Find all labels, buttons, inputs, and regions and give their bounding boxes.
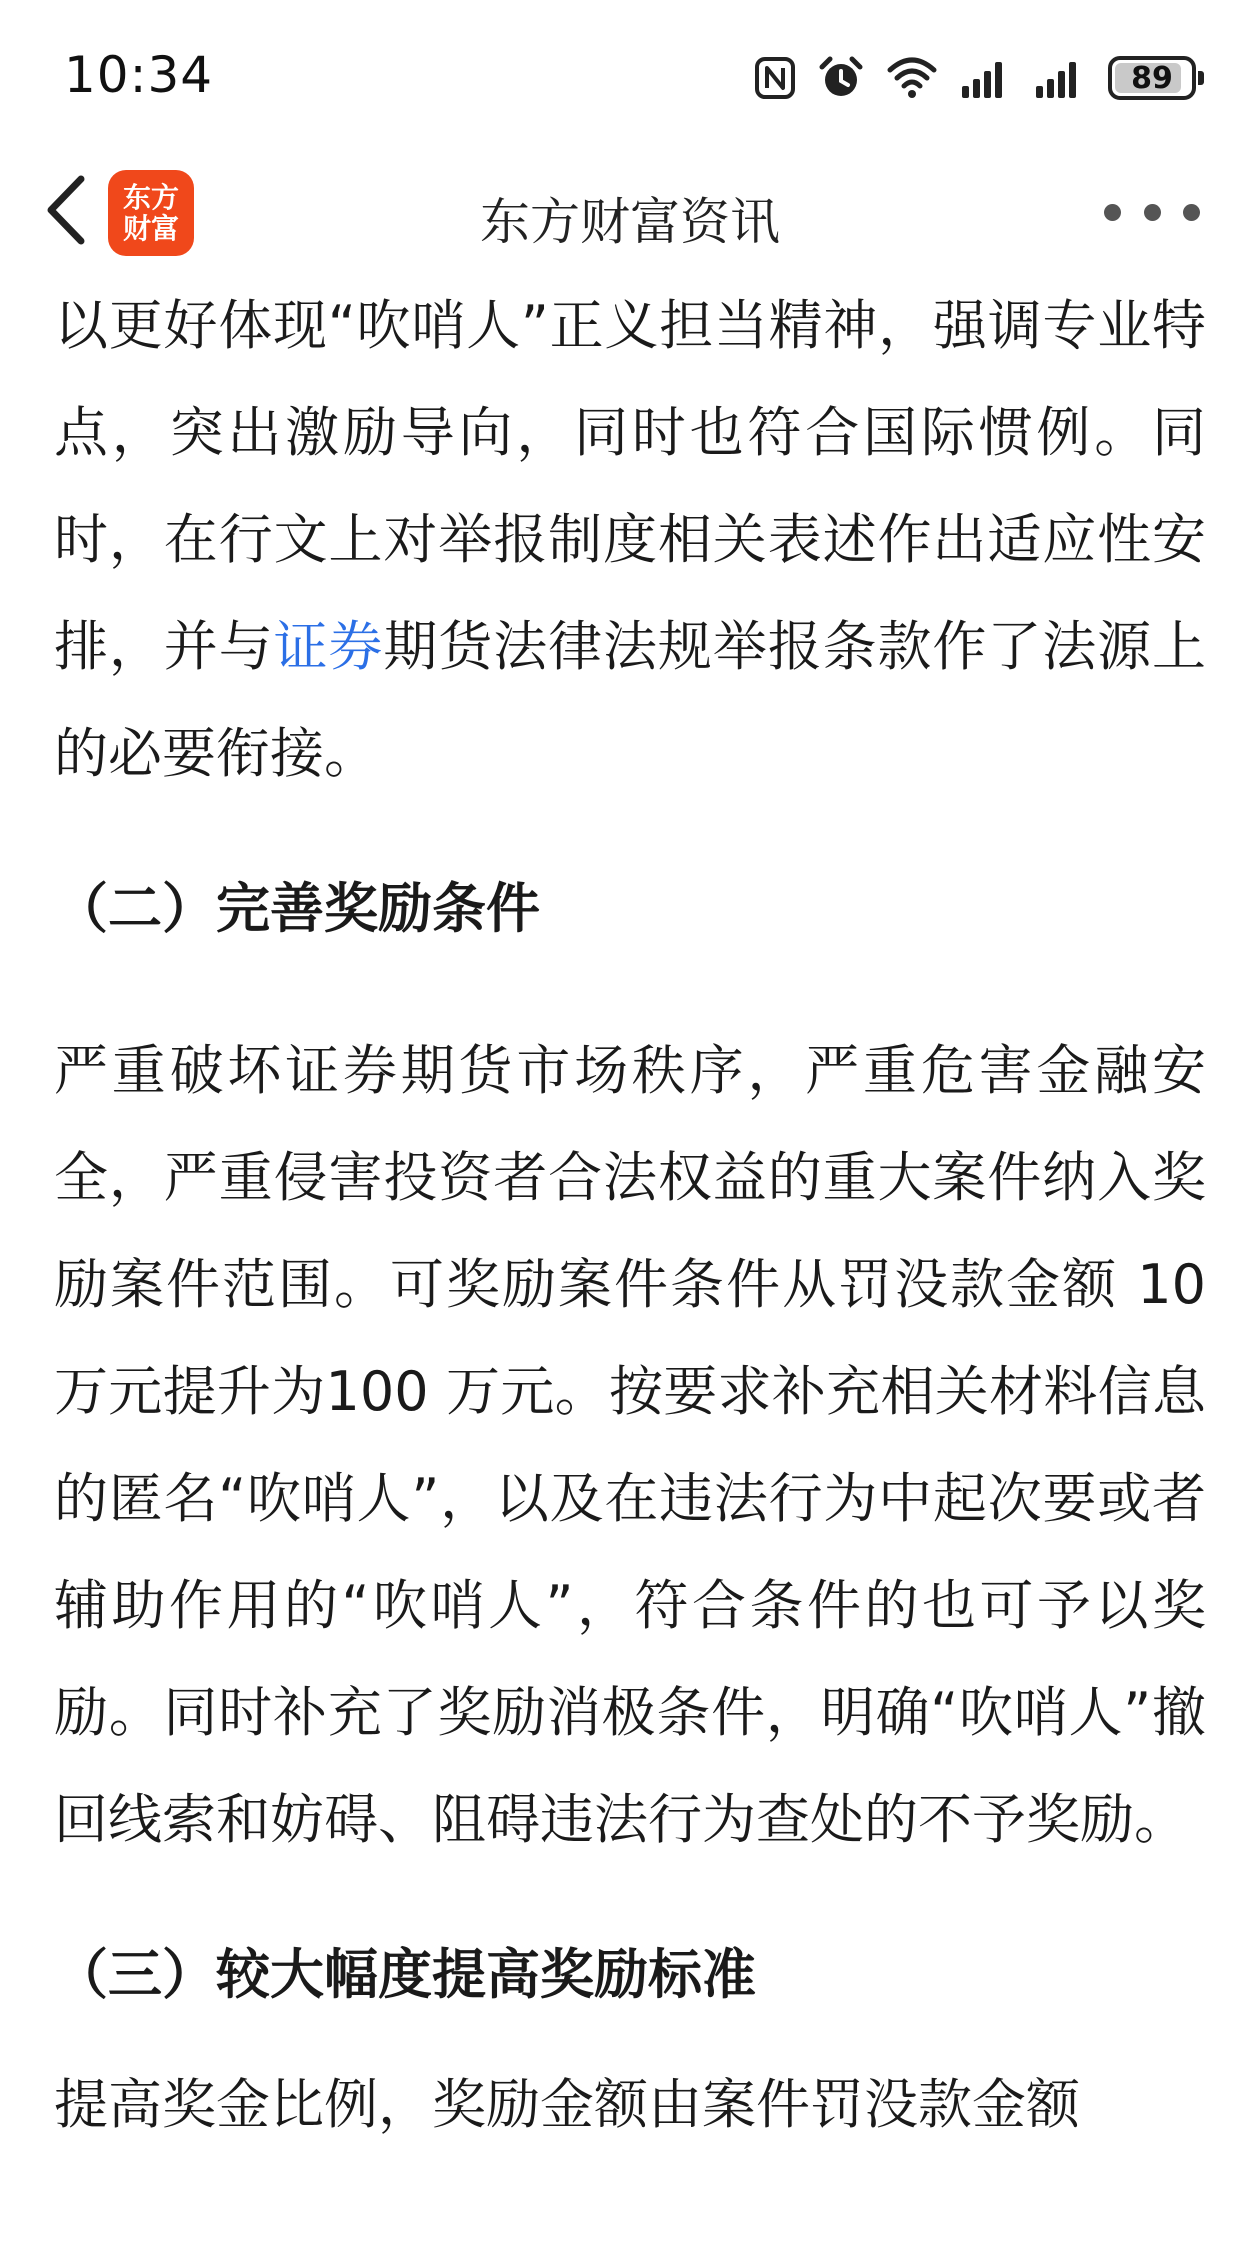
wifi-icon	[886, 56, 938, 100]
paragraph-text: 以更好体现“吹哨人”正义担当精神，强调专业特点，突出激励导向，同时也符合国际惯例。同时，在行文上对举报制度相关表述作出适应性安排，并与	[54, 294, 1206, 678]
battery-icon	[1108, 56, 1196, 100]
nav-bar	[0, 160, 1260, 264]
more-dot	[1183, 204, 1200, 221]
app-logo-line1: 东方	[122, 181, 179, 214]
paragraph-text: 期货法律法规举报条款作了法源上的必要衔接。	[54, 615, 1207, 785]
status-time: 10:34	[64, 46, 214, 104]
status-bar	[0, 0, 1260, 150]
signal-icon	[960, 56, 1012, 100]
battery-tip	[1198, 71, 1204, 85]
alarm-icon	[818, 55, 864, 101]
paragraph	[54, 272, 1206, 807]
paragraph: 严重破坏证券期货市场秩序，严重危害金融安全，严重侵害投资者合法权益的重大案件纳入奖励案件范围。可奖励案件条件从罚没款金额 10 万元提升为100 万元。按要求补充相关材料信息的匿名“吹哨人”，以及在违法行为中起次要或者辅助作用的“吹哨人”，符合条件的也可予以奖励。同时补充了奖励消极条件，明确“吹哨人”撤回线索和妨碍、阻碍违法行为查处的不予奖励。	[54, 1039, 1206, 1851]
securities-link[interactable]: 证券	[273, 615, 384, 678]
section-heading: （三）较大幅度提高奖励标准	[54, 1943, 756, 2006]
app-logo-line2: 财富	[122, 212, 179, 245]
article-body	[54, 272, 1206, 2158]
battery-level: 89	[1131, 60, 1173, 96]
status-icons	[754, 50, 1196, 106]
signal-icon	[1034, 56, 1086, 100]
section-heading: （二）完善奖励条件	[54, 877, 540, 940]
paragraph: 提高奖金比例，奖励金额由案件罚没款金额	[54, 2073, 1080, 2136]
more-dot	[1144, 204, 1161, 221]
page-title: 东方财富资讯	[480, 193, 780, 251]
more-button[interactable]	[1104, 184, 1200, 240]
more-dot	[1104, 204, 1121, 221]
nfc-icon	[754, 56, 796, 100]
